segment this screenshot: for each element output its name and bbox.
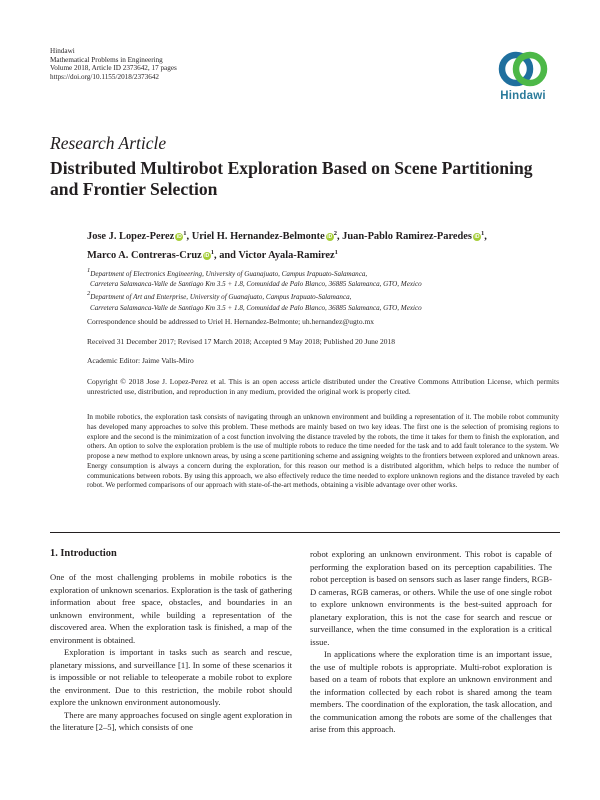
divider	[50, 532, 560, 533]
publication-dates: Received 31 December 2017; Revised 17 March 2018; Accepted 9 May 2018; Published 20 June 2018	[87, 337, 396, 346]
paragraph: robot exploring an unknown environment. This robot is capable of performing the exploration based on its perception capabilities. The robot perception is based on sensors such as laser range finders, RGB-D cameras, RGB cameras, or others. While the use of one single robot to explore unknown environments is the best-suited approach for planetary exploration, this is not the case for search and rescue or surveillance, when the time consumed in the exploration is a critical issue.	[310, 549, 552, 647]
paragraph: There are many approaches focused on single agent exploration in the literature [2–5], which consists of one	[50, 709, 292, 732]
orcid-icon[interactable]: iD	[204, 253, 210, 259]
academic-editor: Academic Editor: Jaime Valls-Miro	[87, 356, 194, 365]
abstract: In mobile robotics, the exploration task consists of navigating through an unknown environment and building a representation of it. The mobile robot community has developed many approaches to solve this problem. These methods are mainly based on two key ideas. The first one is the selection of promising regions to explore and the second is the minimization of a cost function involving the distance traveled by the robots, the time it takes for them to finish the exploration, and others. An option to solve the exploration problem is the use of multiple robots to reduce the time needed for the task and to add fault tolerance to the system. We propose a new method to explore unknown areas, by using a scene partitioning scheme and assigning weights to the frontiers between explored and unknown areas. Energy consumption is always a concern during the exploration, for this reason our method is a distributed algorithm, which helps to reduce the number of communications between robots. By using this approach, we also effectively reduce the time needed to explore unknown regions and the distance traveled by each robot. We performed comparisons of our approach with state-of-the-art methods, obtaining a visible advantage over other works.	[87, 413, 559, 490]
affiliation-1-address: Carretera Salamanca-Valle de Santiago Km 3.5 + 1.8, Comunidad de Palo Blanco, 36885 Salamanca, GTO, Mexico	[90, 280, 422, 289]
author-name: Uriel H. Hernandez-Belmonte	[191, 231, 325, 242]
author-affiliation-mark: 2	[333, 230, 337, 237]
author-affiliation-mark: 1	[183, 230, 187, 237]
orcid-icon[interactable]: iD	[176, 234, 182, 240]
journal-name: Mathematical Problems in Engineering	[50, 55, 163, 64]
author-name: Marco A. Contreras-Cruz	[87, 250, 202, 261]
orcid-icon[interactable]: iD	[327, 234, 333, 240]
author-affiliation-mark: 1	[210, 249, 214, 256]
paragraph: Exploration is important in tasks such as search and rescue, planetary missions, and surveillance [1]. In some of these scenarios it is impossible or not reliable to teleoperate a mobile robot to explore the environment. Due to this restriction, the mobile robot should explore the unknown environment autonomously.	[50, 647, 292, 707]
article-type: Research Article	[50, 133, 167, 153]
affiliation-2: 2Department of Art and Enterprise, University of Guanajuato, Campus Irapuato-Salamanca,	[87, 290, 352, 302]
paragraph: One of the most challenging problems in mobile robotics is the exploration of unknown scenarios. Exploration is the task of gathering information about free space, obstacles, and boundaries in an unknown environment, while building a representation of the discovered area. When the exploration task is finished, a map of the environment is obtained.	[50, 572, 293, 645]
journal-doi[interactable]: https://doi.org/10.1155/2018/2373642	[50, 72, 160, 81]
journal-volume: Volume 2018, Article ID 2373642, 17 pages	[50, 64, 177, 73]
author-list: Jose J. Lopez-Perez iD $^1$, Uriel H. Hernandez-Belmonte iD $^2$, Juan-Pablo Ramirez-Paredes iD $^1$, Marco A. Contreras-Cruz iD $^1$, and Victor Ayala-Ramirez$^1$	[87, 230, 487, 261]
section-heading: 1. Introduction	[50, 548, 117, 559]
hindawi-logo-text: Hindawi	[500, 90, 546, 102]
article-title: Distributed Multirobot Exploration Based on Scene Partitioning and Frontier Selection	[50, 158, 533, 199]
affiliations	[87, 266, 567, 313]
right-column	[310, 548, 552, 736]
author-name: Juan-Pablo Ramirez-Paredes	[342, 231, 472, 242]
publisher-name: Hindawi	[50, 47, 75, 55]
paragraph: In applications where the exploration time is an important issue, the use of multiple robots is appropriate. Multi-robot exploration is based on a team of robots that explore an unknown environment and the information collected by each robot is shared among the team members. The coordination of the exploration, the task allocation, and the communication among the robots are some of the challenges that arise from this approach.	[310, 649, 552, 734]
journal-info	[50, 47, 177, 81]
affiliation-1: 1Department of Electronics Engineering, University of Guanajuato, Campus Irapuato-Salamanca,	[87, 267, 368, 278]
author-name: and Victor Ayala-Ramirez	[219, 250, 335, 261]
author-name: Jose J. Lopez-Perez	[87, 231, 175, 242]
left-column	[50, 548, 292, 734]
copyright-notice: Copyright © 2018 Jose J. Lopez-Perez et al. This is an open access article distributed under the Creative Commons Attribution License, which permits unrestricted use, distribution, and reproduction in any medium, provided the original work is properly cited.	[87, 377, 559, 397]
orcid-icon[interactable]: iD	[474, 234, 480, 240]
author-affiliation-mark: 1	[480, 230, 485, 237]
author-affiliation-mark: 1	[334, 249, 338, 256]
affiliation-2-address: Carretera Salamanca-Valle de Santiago Km 3.5 + 1.8, Comunidad de Palo Blanco, 36885 Salamanca, GTO, Mexico	[90, 303, 422, 312]
correspondence: Correspondence should be addressed to Uriel H. Hernandez-Belmonte; uh.hernandez@ugto.mx	[87, 317, 375, 326]
